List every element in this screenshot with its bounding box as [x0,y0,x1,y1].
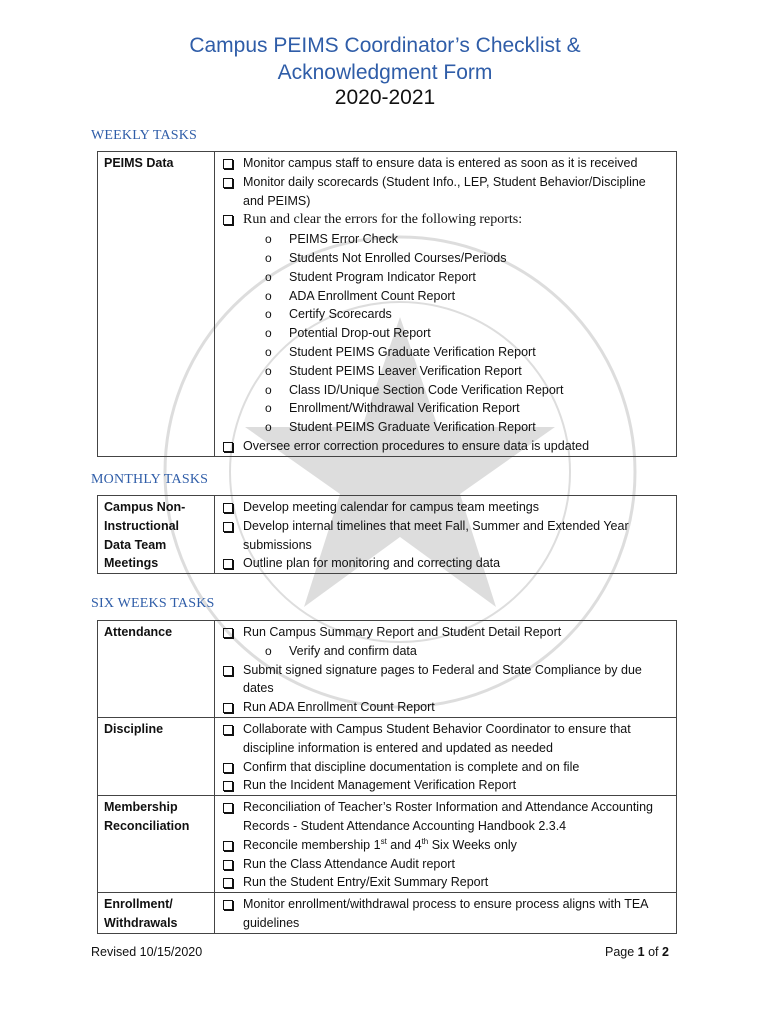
title-line-1: Campus PEIMS Coordinator’s Checklist & [189,34,581,57]
report-item: o PEIMS Error Check [221,230,670,249]
discipline-label: Discipline [98,717,215,795]
report-item: o Student Program Indicator Report [221,268,670,287]
report-item: o Students Not Enrolled Courses/Periods [221,249,670,268]
checkbox-icon[interactable] [223,900,233,910]
report-item: o Student PEIMS Leaver Verification Report [221,362,670,381]
bullet-icon: o [265,307,272,322]
bullet-icon: o [265,269,272,284]
attendance-task-cell [215,621,677,718]
checklist-item[interactable]: Monitor campus staff to ensure data is entered as soon as it is received [221,154,670,173]
title-line-2: Acknowledgment Form [277,61,493,84]
enrollment-withdrawals-label: Enrollment/ Withdrawals [98,893,215,934]
bullet-icon: o [265,326,272,341]
bullet-icon: o [265,401,272,416]
checklist-item[interactable]: Oversee error correction procedures to ensure data is updated [221,437,670,456]
monthly-task-list-cell [215,496,677,574]
report-item: o Potential Drop-out Report [221,324,670,343]
checklist-item[interactable]: Run and clear the errors for the following reports: o PEIMS Error Check o Students Not Enrolled Courses/Periods o Student Program Indicator Report o ADA Enrollment Count Report o Certify Scorecards o Potential Drop-out Report o Student PEIMS Graduate Verification Report o Student PEIMS Leaver Verification Report o Class ID/Unique Section Code Verification Report o Enrollment/Withdrawal Verification Report o Student PEIMS Graduate Verification Report [221,210,670,437]
monthly-tasks-heading: MONTHLY TASKS [91,472,209,487]
checklist-item[interactable]: Submit signed signature pages to Federal and State Compliance by due dates [221,661,670,699]
data-team-meetings-label: Campus Non- Instructional Data Team Meetings [98,496,215,574]
bullet-icon: o [265,363,272,378]
checklist-item[interactable]: Collaborate with Campus Student Behavior Coordinator to ensure that discipline information is entered and updated as needed [221,720,670,758]
checkbox-icon[interactable] [223,763,233,773]
checklist-item[interactable]: Reconcile membership 1st and 4th Six Weeks only [221,836,670,855]
discipline-task-cell [215,717,677,795]
enrollment-task-cell [215,893,677,934]
checkbox-icon[interactable] [223,628,233,638]
form-title [0,32,770,86]
report-item: o Certify Scorecards [221,305,670,324]
checklist-item[interactable]: Run the Incident Management Verification Report [221,776,670,795]
checklist-item[interactable]: Run the Class Attendance Audit report [221,855,670,874]
bullet-icon: o [265,420,272,435]
membership-task-cell [215,796,677,893]
checkbox-icon[interactable] [223,522,233,532]
bullet-icon: o [265,643,272,658]
checklist-item[interactable]: Confirm that discipline documentation is complete and on file [221,758,670,777]
monthly-tasks-table [97,495,677,574]
bullet-icon: o [265,250,272,265]
sub-item: o Verify and confirm data [221,642,670,661]
school-year: 2020-2021 [334,86,436,109]
report-item: o Class ID/Unique Section Code Verification Report [221,381,670,400]
checkbox-icon[interactable] [223,803,233,813]
checklist-item[interactable]: Monitor daily scorecards (Student Info., LEP, Student Behavior/Discipline and PEIMS) [221,173,670,211]
report-item: o Student PEIMS Graduate Verification Report [221,418,670,437]
bullet-icon: o [265,382,272,397]
checklist-item[interactable]: Develop meeting calendar for campus team meetings [221,498,670,517]
weekly-task-list-cell [215,152,677,457]
checkbox-icon[interactable] [223,666,233,676]
checkbox-icon[interactable] [223,781,233,791]
checklist-item[interactable]: Run ADA Enrollment Count Report [221,698,670,717]
checkbox-icon[interactable] [223,860,233,870]
attendance-label: Attendance [98,621,215,718]
six-weeks-tasks-heading: SIX WEEKS TASKS [91,596,215,611]
checkbox-icon[interactable] [223,178,233,188]
checkbox-icon[interactable] [223,215,233,225]
six-weeks-tasks-table [97,620,677,934]
checkbox-icon[interactable] [223,703,233,713]
checklist-item[interactable]: Run the Student Entry/Exit Summary Report [221,873,670,892]
page-number: Page 1 of 2 [605,945,669,959]
bullet-icon: o [265,344,272,359]
checklist-item[interactable]: Reconciliation of Teacher’s Roster Information and Attendance Accounting Records - Student Attendance Accounting Handbook 2.3.4 [221,798,670,836]
checklist-item[interactable]: Run Campus Summary Report and Student Detail Report o Verify and confirm data [221,623,670,661]
checkbox-icon[interactable] [223,503,233,513]
bullet-icon: o [265,288,272,303]
checkbox-icon[interactable] [223,442,233,452]
weekly-tasks-heading: WEEKLY TASKS [91,128,198,143]
checklist-item[interactable]: Develop internal timelines that meet Fall, Summer and Extended Year submissions [221,517,670,555]
peims-data-label: PEIMS Data [98,152,215,457]
checklist-item[interactable]: Monitor enrollment/withdrawal process to ensure process aligns with TEA guidelines [221,895,670,933]
bullet-icon: o [265,232,272,247]
membership-reconciliation-label: Membership Reconciliation [98,796,215,893]
weekly-tasks-table [97,151,677,457]
checkbox-icon[interactable] [223,878,233,888]
checkbox-icon[interactable] [223,725,233,735]
revised-date: Revised 10/15/2020 [91,945,203,959]
checkbox-icon[interactable] [223,159,233,169]
report-item: o Student PEIMS Graduate Verification Report [221,343,670,362]
report-item: o Enrollment/Withdrawal Verification Report [221,399,670,418]
checkbox-icon[interactable] [223,559,233,569]
checkbox-icon[interactable] [223,841,233,851]
checklist-item[interactable]: Outline plan for monitoring and correcting data [221,554,670,573]
report-item: o ADA Enrollment Count Report [221,287,670,306]
